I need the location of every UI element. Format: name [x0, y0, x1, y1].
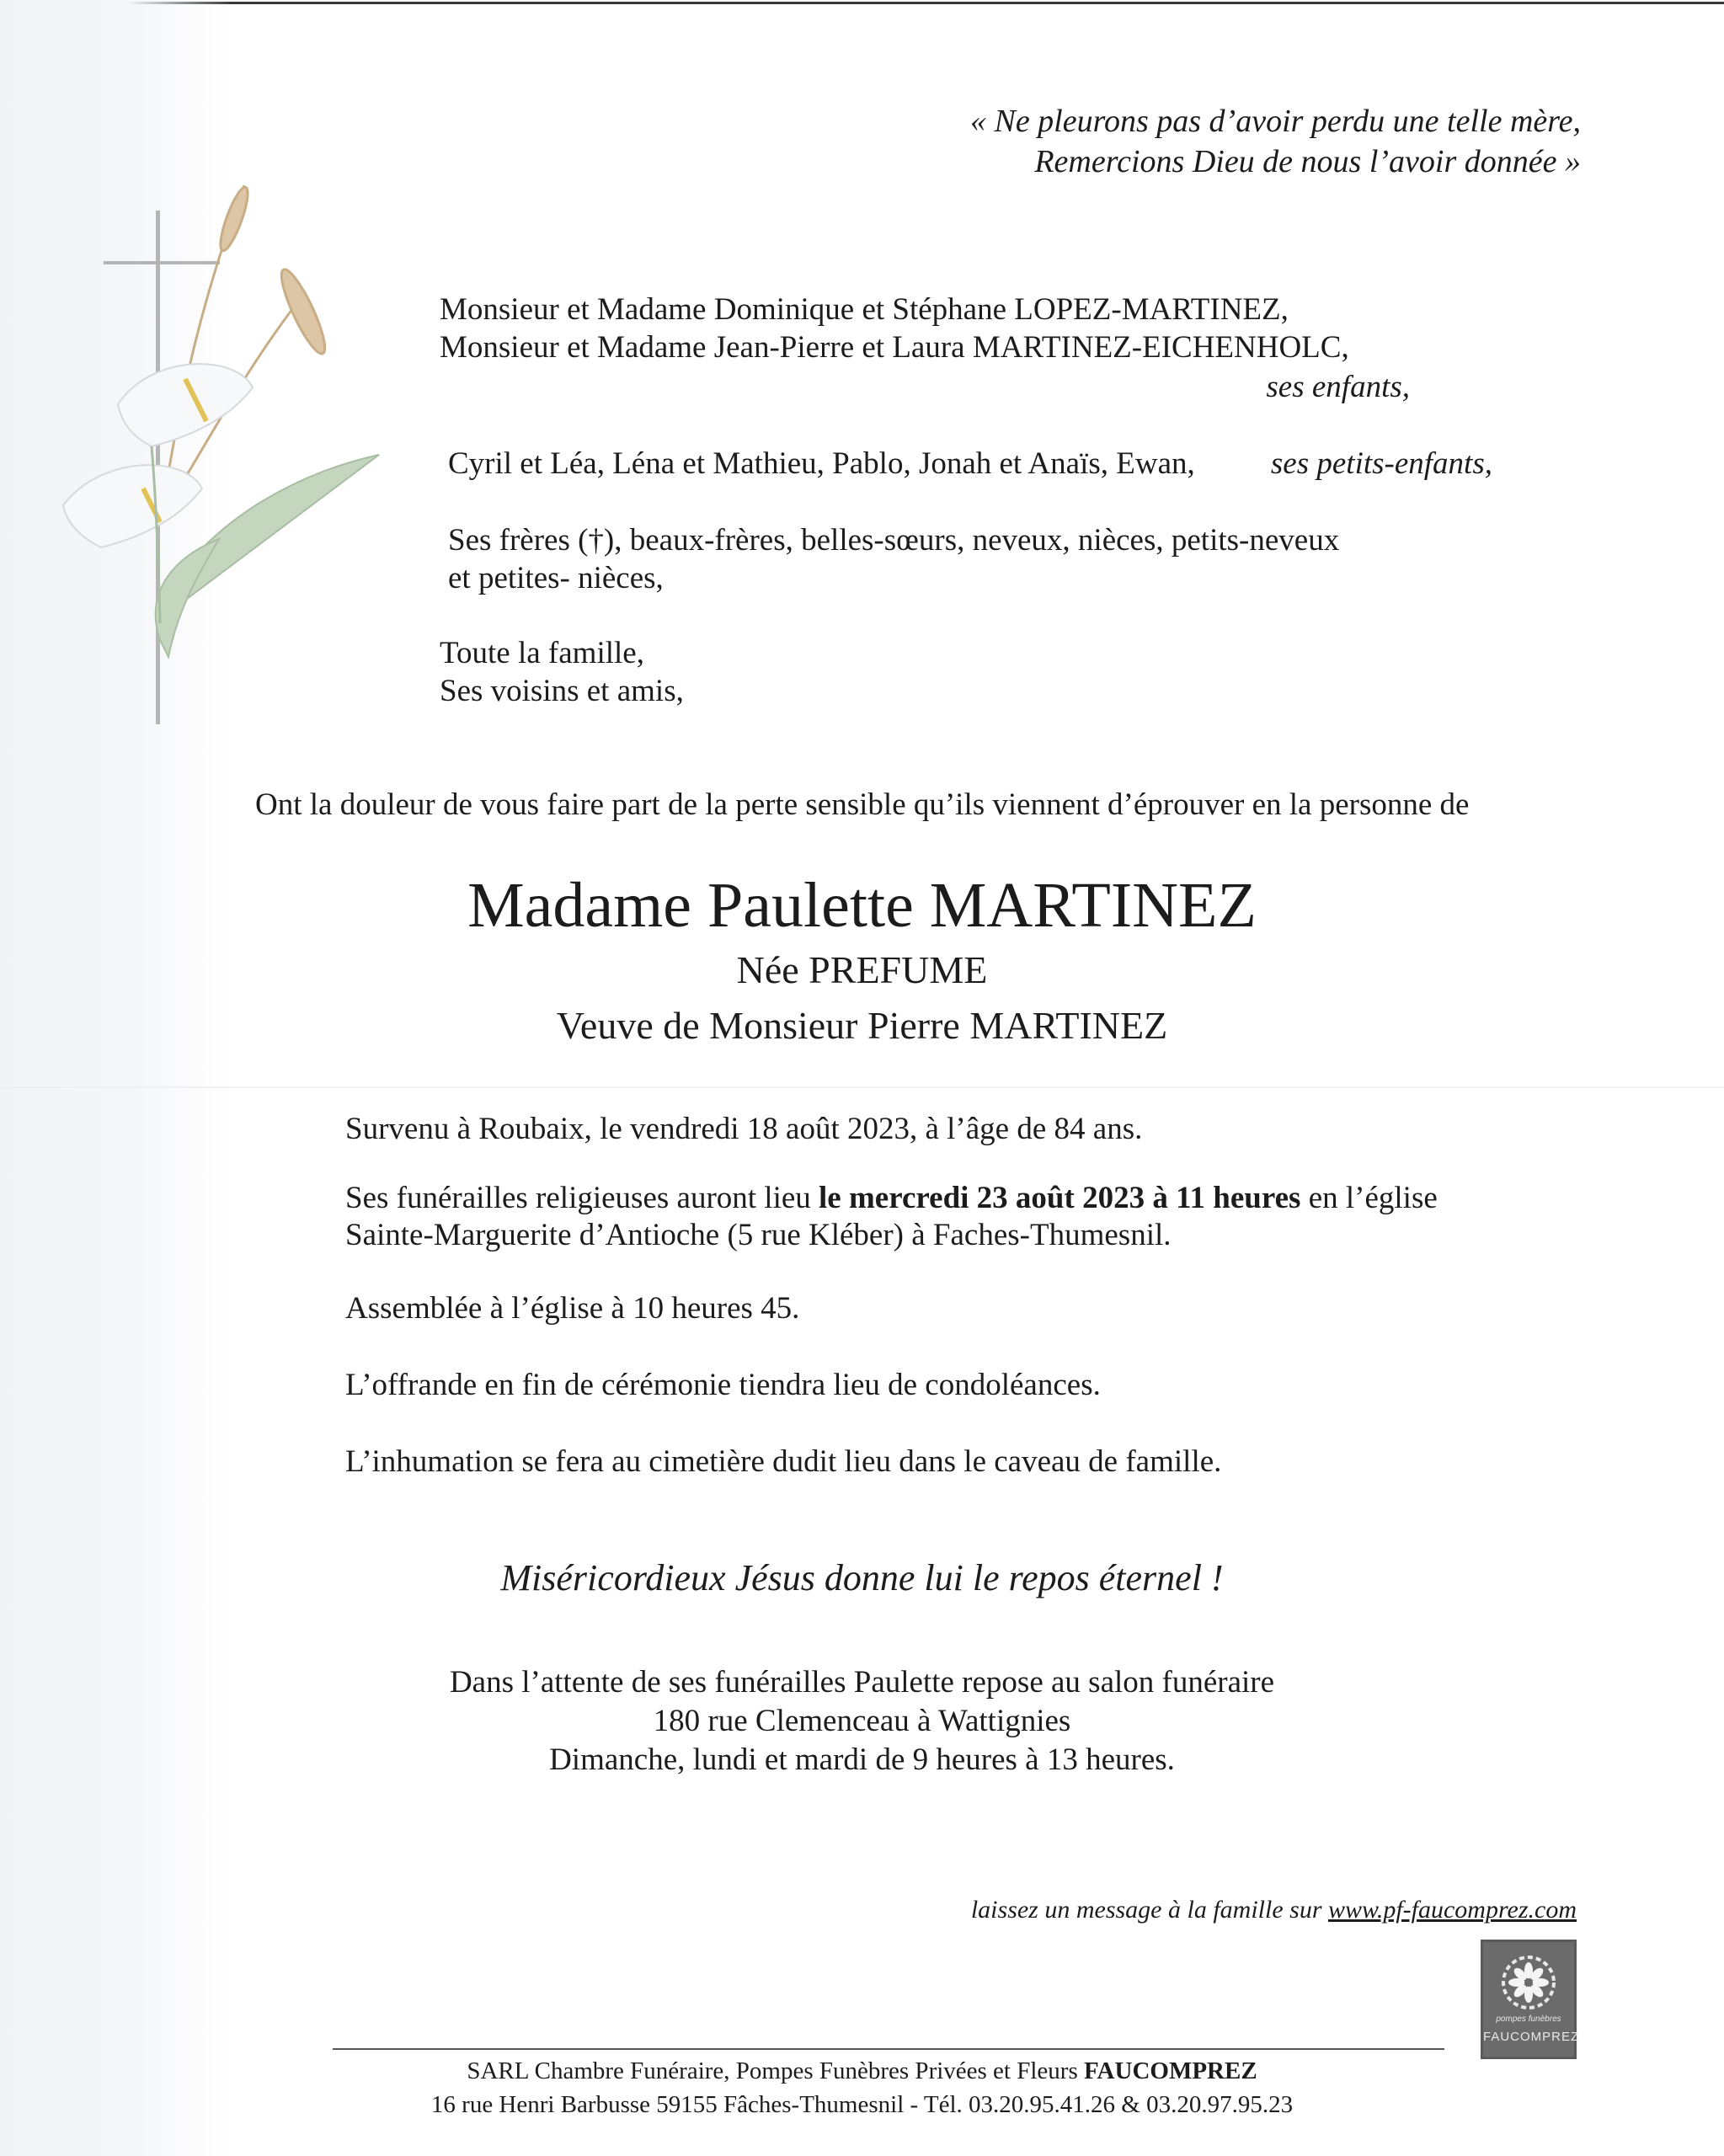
faucomprez-logo	[1481, 1940, 1580, 2059]
top-rule	[0, 2, 1724, 4]
children-line-1: Monsieur et Madame Dominique et Stéphane LOPEZ-MARTINEZ,	[440, 292, 1289, 327]
footer-rule	[333, 2048, 1444, 2050]
footer-address: 16 rue Henri Barbusse 59155 Fâches-Thumesnil - Tél. 03.20.95.41.26 & 03.20.97.95.23	[430, 2091, 1294, 2118]
grandchildren-names: Cyril et Léa, Léna et Mathieu, Pablo, Jonah et Anaïs, Ewan,	[448, 446, 1195, 481]
grandchildren-label: ses petits-enfants,	[1270, 446, 1492, 481]
website-link[interactable]: www.pf-faucomprez.com	[1328, 1896, 1577, 1924]
funeral-line-1	[345, 1179, 1438, 1217]
siblings-line-2: et petites- nièces,	[448, 561, 664, 595]
logo-tagline: pompes funèbres	[1496, 2015, 1561, 2024]
burial-line: L’inhumation se fera au cimetière dudit lieu dans le caveau de famille.	[345, 1444, 1222, 1479]
maiden-name: Née PREFUME	[736, 948, 988, 991]
flower-emblem-icon	[1500, 1954, 1557, 2011]
deceased-name: Madame Paulette MARTINEZ	[467, 870, 1257, 941]
message-line	[971, 1895, 1577, 1925]
funeral-date-time: le mercredi 23 août 2023 à 11 heures	[819, 1181, 1301, 1215]
paper-fold-line	[0, 1086, 1724, 1088]
salon-line-1: Dans l’attente de ses funérailles Paulette repose au salon funéraire	[449, 1665, 1275, 1700]
epigraph	[970, 101, 1581, 182]
cross-lily-illustration	[51, 118, 387, 741]
siblings-line-1: Ses frères (†), beaux-frères, belles-sœurs, neveux, nièces, petits-neveux	[448, 523, 1340, 558]
wheat-icon	[160, 184, 332, 522]
lily-flower-icon	[63, 364, 253, 623]
salon-line-3: Dimanche, lundi et mardi de 9 heures à 13 heures.	[549, 1742, 1175, 1777]
death-line: Survenu à Roubaix, le vendredi 18 août 2023, à l’âge de 84 ans.	[345, 1112, 1143, 1146]
children-label: ses enfants,	[1266, 370, 1410, 404]
announcement-line: Ont la douleur de vous faire part de la perte sensible qu’ils viennent d’éprouver en la personne de	[255, 787, 1470, 822]
funeral-text-before: Ses funérailles religieuses auront lieu	[345, 1181, 819, 1215]
assembly-line: Assemblée à l’église à 10 heures 45.	[345, 1291, 800, 1326]
all-family-line: Toute la famille,	[440, 636, 644, 670]
footer-company	[0, 2055, 1724, 2087]
footer-company-brand: FAUCOMPREZ	[1084, 2057, 1257, 2084]
epigraph-line-2: Remercions Dieu de nous l’avoir donnée »	[1034, 144, 1581, 179]
prayer-line: Miséricordieux Jésus donne lui le repos éternel !	[500, 1557, 1224, 1598]
message-text: laissez un message à la famille sur	[970, 1896, 1329, 1924]
footer-company-prefix: SARL Chambre Funéraire, Pompes Funèbres Privées et Fleurs	[467, 2057, 1084, 2084]
widow-line: Veuve de Monsieur Pierre MARTINEZ	[556, 1004, 1168, 1047]
funeral-line-2: Sainte-Marguerite d’Antioche (5 rue Kléber) à Faches-Thumesnil.	[345, 1218, 1172, 1252]
neighbors-line: Ses voisins et amis,	[440, 674, 684, 708]
epigraph-line-1: « Ne pleurons pas d’avoir perdu une telle mère,	[969, 104, 1581, 139]
logo-brand: FAUCOMPREZ	[1483, 2030, 1580, 2044]
children-line-2: Monsieur et Madame Jean-Pierre et Laura MARTINEZ-EICHENHOLC,	[440, 330, 1349, 365]
salon-line-2: 180 rue Clemenceau à Wattignies	[653, 1704, 1071, 1738]
offering-line: L’offrande en fin de cérémonie tiendra lieu de condoléances.	[345, 1368, 1101, 1402]
funeral-text-after: en l’église	[1300, 1181, 1438, 1215]
